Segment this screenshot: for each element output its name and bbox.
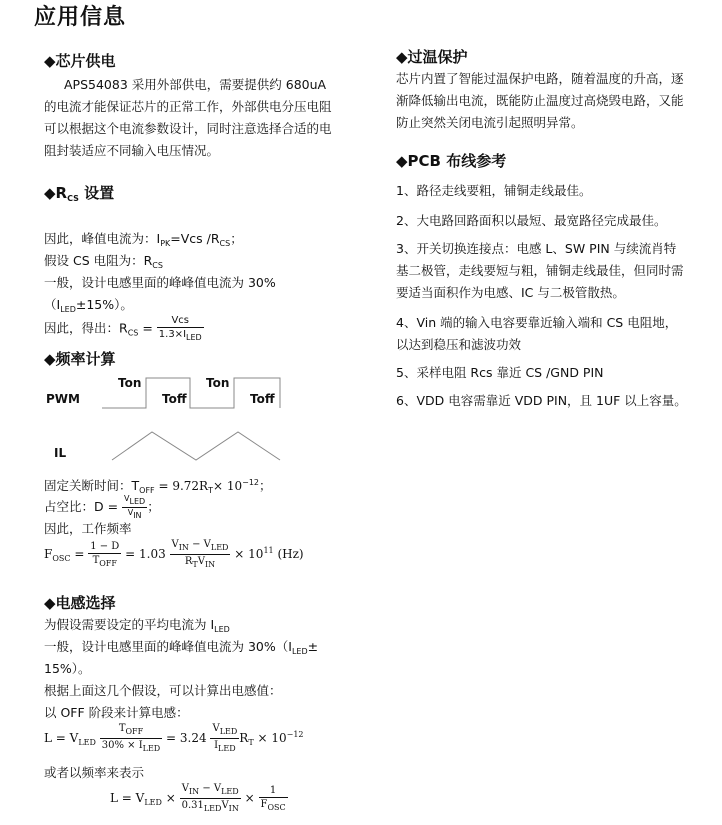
pwm-il-waveform [44, 372, 284, 472]
inductor-line: 15%）。 [44, 661, 91, 676]
otp-line: 芯片内置了智能过温保护电路，随着温度的升高，逐 [396, 71, 684, 86]
pcb-heading: ◆PCB 布线参考 [396, 152, 507, 170]
pcb-item: 6、VDD 电容需靠近 VDD PIN，且 1UF 以上容量。 [396, 393, 687, 408]
otp-heading: ◆过温保护 [396, 48, 468, 66]
rcs-ripple: 一般，设计电感里面的峰峰值电流为 30% [44, 275, 276, 290]
supply-line: 阻封装适应不同输入电压情况。 [44, 143, 220, 158]
inductor-formula-freq: $L = V_{LED}$ × $\frac{V_{IN} - V_{LED}}{0.31_{LED}V_{IN}}$ × $\frac{1}{F_{OSC}}$ [110, 783, 286, 813]
rcs-formula: 因此，得出：$R_{CS}$ = $\frac{\text{Vcs}}{1.3\times I_{LED}}$ [44, 315, 202, 342]
supply-line: APS54083 采用外部供电，需要提供约 680uA [64, 77, 327, 92]
rcs-assume: 假设 CS 电阻为：$R_{CS}$ [44, 253, 163, 270]
otp-line: 渐降低输出电流，既能防止温度过高烧毁电路，又能 [396, 93, 684, 108]
inductor-formula-off: $L = V_{LED}$ $\frac{T_{OFF}}{30\% \times I_{LED}}$ = 3.24 $\frac{V_{LED}}{I_{LED}}$ $R_T \times 10^{-12}$ [44, 723, 304, 753]
pcb-item-cont: 基二极管，走线要短与粗，铺铜走线最佳，但同时需 [396, 263, 684, 278]
pcb-item: 5、采样电阻 Rcs 靠近 CS /GND PIN [396, 365, 604, 380]
inductor-heading: ◆电感选择 [44, 594, 116, 612]
toff-formula: 固定关断时间：$T_{OFF} = 9.72R_T\times 10^{-12}$； [44, 478, 272, 496]
inductor-line: 一般，设计电感里面的峰峰值电流为 $30\%(I_{LED}\pm$ [44, 639, 319, 656]
rcs-heading: $◆R_{CS}$ 设置 [44, 184, 115, 203]
fosc-formula: $F_{OSC}$ = $\frac{1 - D}{T_{OFF}}$ = 1.03 $\frac{V_{IN} - V_{LED}}{R_TV_{IN}}$ × $10^{11}$ (Hz) [44, 539, 304, 569]
pcb-item: 4、Vin 端的输入电容要靠近输入端和 CS 电阻地， [396, 315, 678, 330]
inductor-line: 或者以频率来表示 [44, 765, 145, 780]
inductor-line: 为假设需要设定的平均电流为 $I_{LED}$ [44, 617, 230, 634]
pcb-item: 2、大电路回路面积以最短、最宽路径完成最佳。 [396, 213, 667, 228]
supply-heading: ◆芯片供电 [44, 52, 116, 70]
pwm-label: PWM [46, 392, 80, 406]
rcs-ripple-range: $(I_{LED}\pm 15\%)$。 [44, 297, 133, 314]
inductor-line: 以 OFF 阶段来计算电感： [44, 705, 189, 720]
freq-intro: 因此，工作频率 [44, 521, 132, 536]
toff-label: Toff [250, 392, 275, 406]
supply-line: 的电流才能保证芯片的正常工作，外部供电分压电阻 [44, 99, 332, 114]
toff-label: Toff [162, 392, 187, 406]
freq-heading: ◆频率计算 [44, 350, 116, 368]
pcb-item-cont: 要适当面积作为电感、IC 与二极管散热。 [396, 285, 625, 300]
ton-label: Ton [118, 376, 142, 390]
pcb-item-cont: 以达到稳压和滤波功效 [396, 337, 522, 352]
il-label: IL [54, 446, 67, 460]
inductor-line: 根据上面这几个假设，可以计算出电感值： [44, 683, 282, 698]
page-title: 应用信息 [34, 5, 127, 30]
pcb-item: 3、开关切换连接点：电感 L、SW PIN 与续流肖特 [396, 241, 677, 256]
ton-label: Ton [206, 376, 230, 390]
duty-formula: 占空比：D = $\frac{V_{LED}}{V_{IN}}$ ； [44, 494, 160, 520]
pcb-item: 1、路径走线要粗，铺铜走线最佳。 [396, 183, 592, 198]
supply-line: 可以根据这个电流参数设计，同时注意选择合适的电 [44, 121, 332, 136]
il-trace [112, 432, 280, 460]
rcs-peak-current: 因此，峰值电流为：$I_{PK}=Vcs$ $/R_{CS}$； [44, 231, 243, 248]
otp-line: 防止突然关闭电流引起照明异常。 [396, 115, 584, 130]
